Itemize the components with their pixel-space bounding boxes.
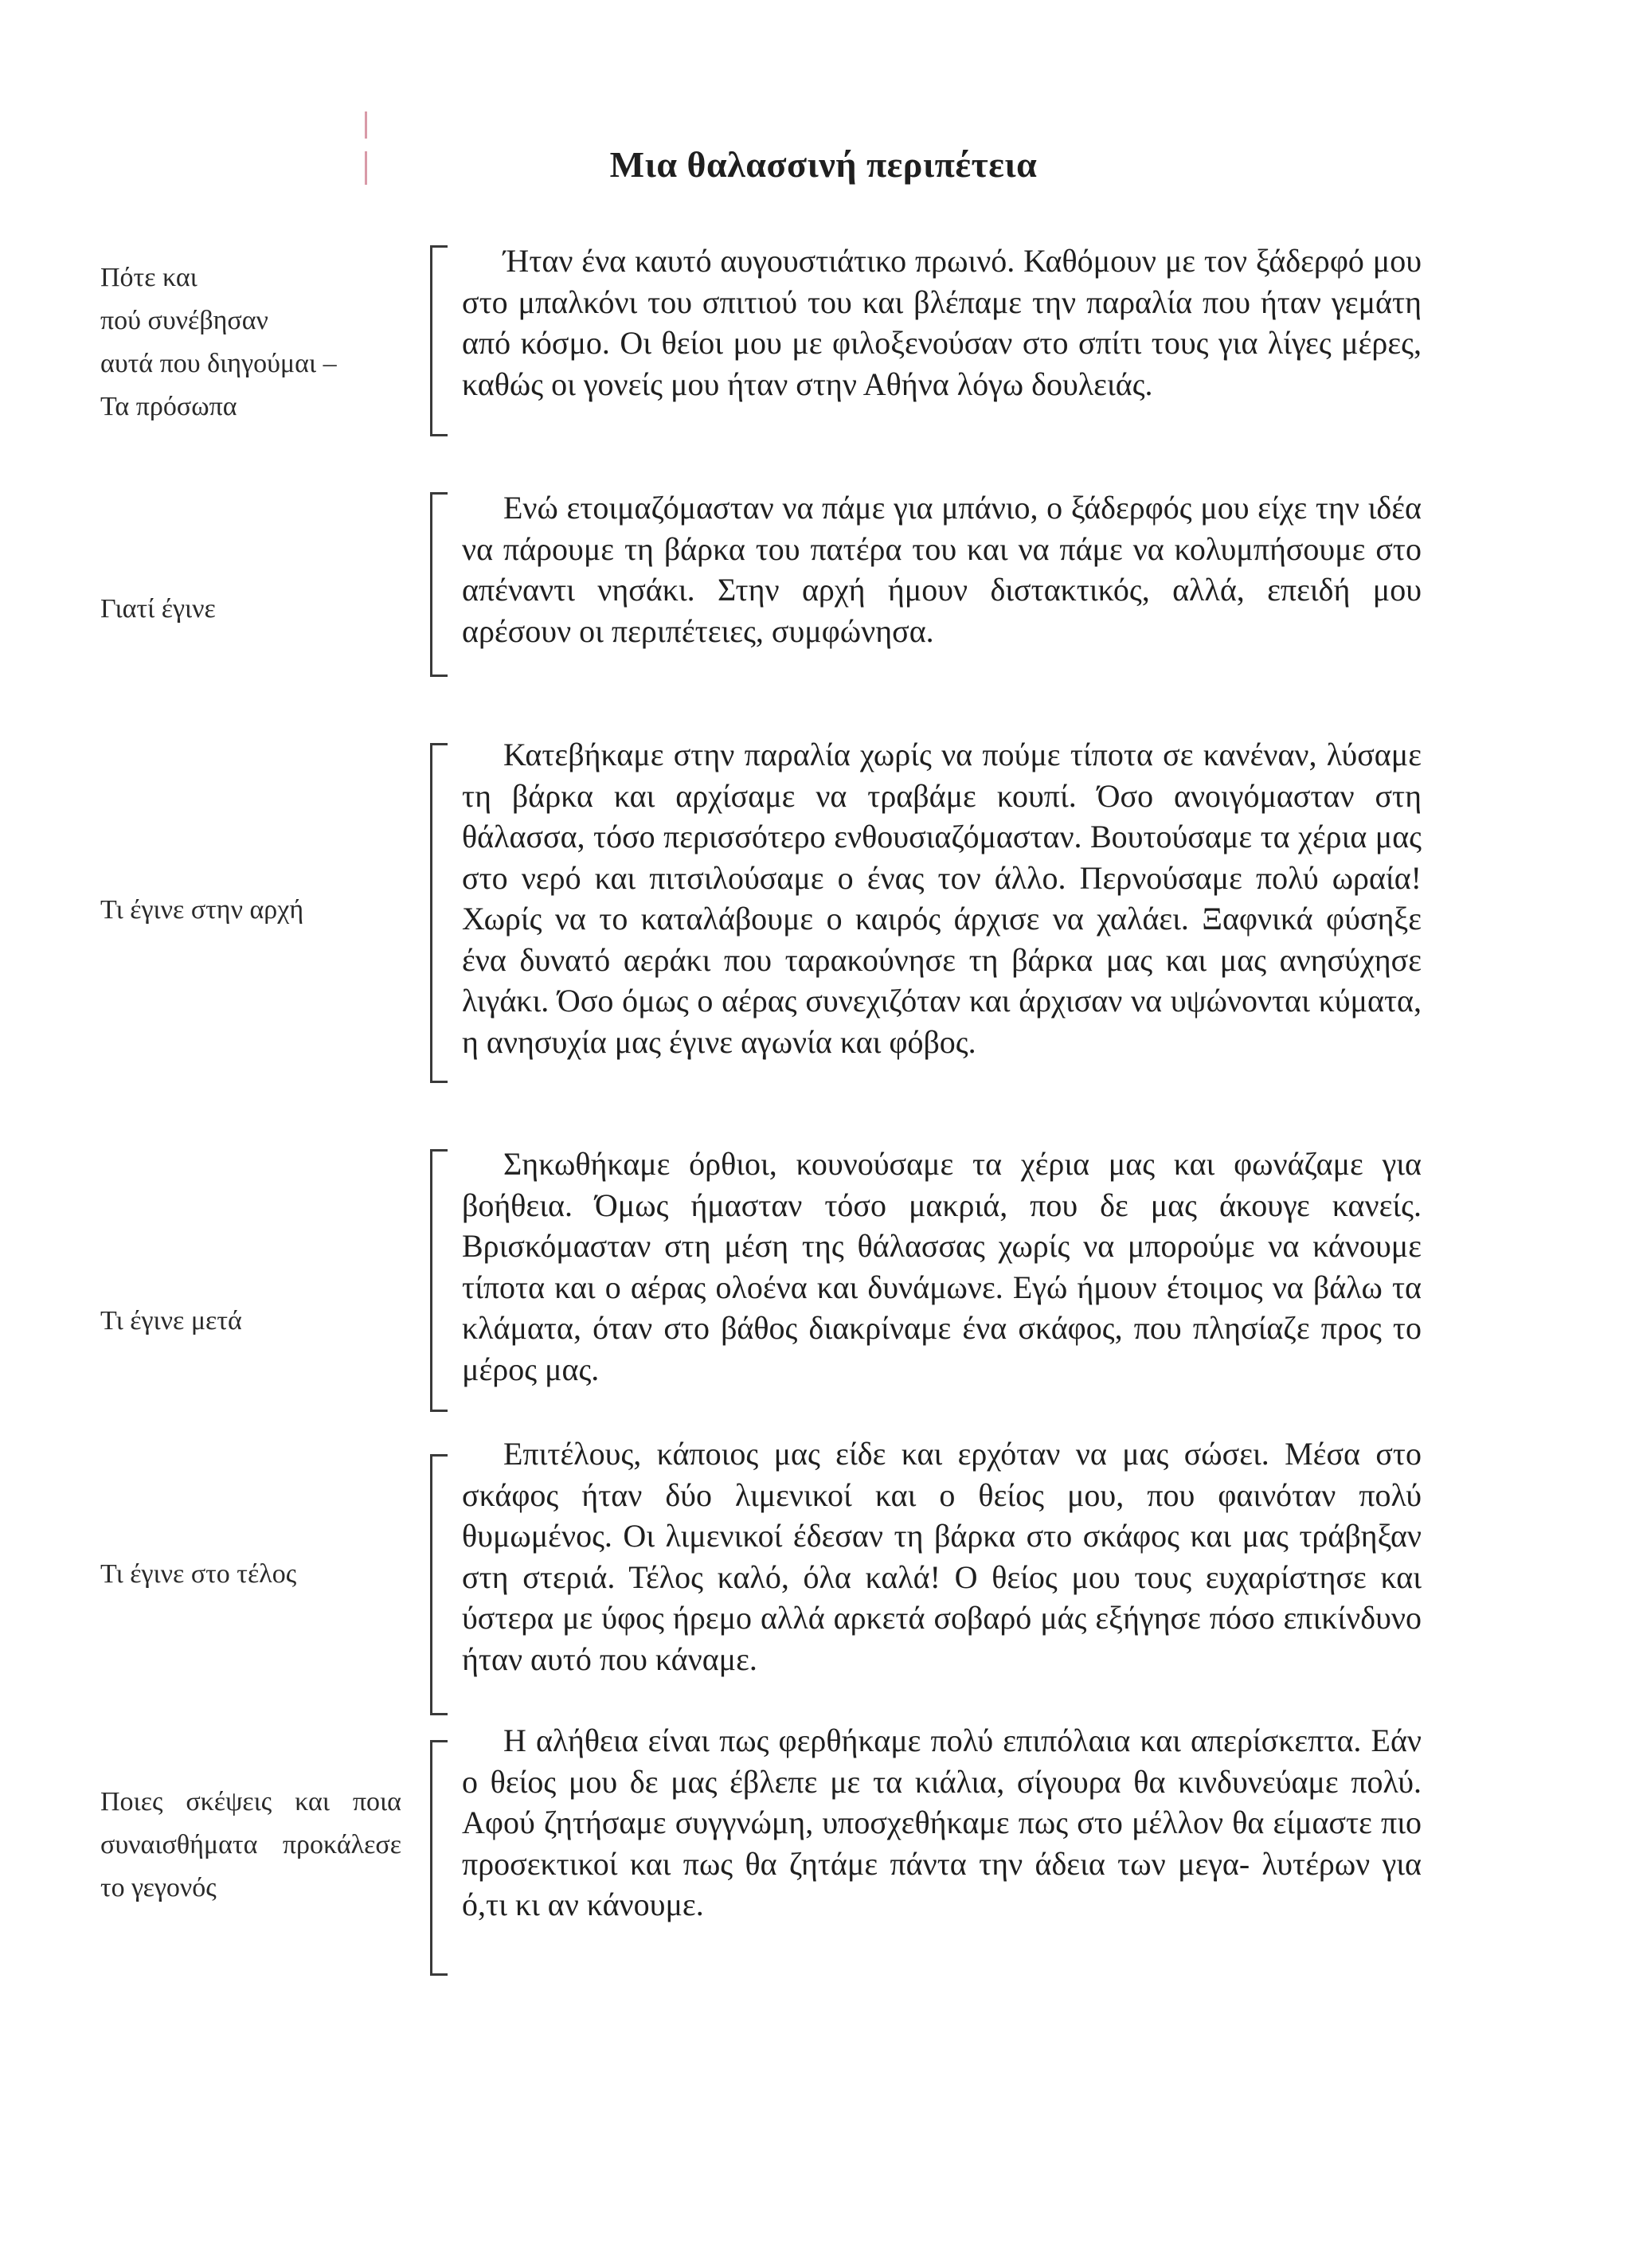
- margin-note: Γιατί έγινε: [100, 594, 216, 624]
- section-bracket: [430, 492, 448, 677]
- margin-note: Τι έγινε μετά: [100, 1306, 242, 1335]
- section-bracket: [430, 245, 448, 436]
- story-paragraph: Επιτέλους, κάποιος μας είδε και ερχόταν να μας σώσει. Μέσα στο σκάφος ήταν δύο λιμενικοί και ο θείος μου, που φαινόταν πολύ θυμωμένος. Οι λιμενικοί έδεσαν τη βάρκα στο σκάφος και μας τράβηξαν στη στεριά. Τέλος καλό, όλα καλά! Ο θείος μου τους ευχαρίστησε και ύστερα με ύφος ήρεμο αλλά αρκετά σοβαρό μάς εξήγησε πόσο επικίνδυνο ήταν αυτό που κάναμε.: [462, 1436, 1422, 1677]
- story-paragraph: Ενώ ετοιμαζόμασταν να πάμε για μπάνιο, ο ξάδερφός μου είχε την ιδέα να πάρουμε τη βάρκα του πατέρα του και να πάμε να κολυμπήσουμε στο απέναντι νησάκι. Στην αρχή ήμουν διστακτικός, αλλά, επειδή μου αρέσουν οι περιπέτειες, συμφώνησα.: [462, 490, 1422, 649]
- story-paragraph: Η αλήθεια είναι πως φερθήκαμε πολύ επιπόλαια και απερίσκεπτα. Εάν ο θείος μου δε μας έβλεπε με τα κιάλια, σίγουρα θα κινδυνεύαμε πολύ. Αφού ζητήσαμε συγγνώμη, υποσχεθήκαμε πως στο μέλλον θα είμαστε πιο προσεκτικοί και πως θα ζητάμε πάντα την άδεια των μεγα- λυτέρων για ό,τι κι αν κάνουμε.: [462, 1723, 1422, 1922]
- story-paragraph: Κατεβήκαμε στην παραλία χωρίς να πούμε τίποτα σε κανέναν, λύσαμε τη βάρκα και αρχίσαμε να τραβάμε κουπί. Όσο ανοιγόμασταν στη θάλασσα, τόσο περισσότερο ενθουσιαζόμασταν. Βουτούσαμε τα χέρια μας στο νερό και πιτσιλούσαμε ο ένας τον άλλο. Περνούσαμε πολύ ωραία! Χωρίς να το καταλάβουμε ο καιρός άρχισε να χαλάει. Ξαφνικά φύσηξε ένα δυνατό αεράκι που ταρακούνησε τη βάρκα μας και μας ανησύχησε λιγάκι. Όσο όμως ο αέρας συνεχιζόταν και άρχισαν να υψώνονται κύματα, η ανησυχία μας έγινε αγωνία και φόβος.: [462, 737, 1422, 1060]
- margin-note: Τι έγινε στο τέλος: [100, 1559, 297, 1589]
- section-bracket: [430, 1740, 448, 1976]
- section-bracket: [430, 1149, 448, 1412]
- document-title: Μια θαλασσινή περιπέτεια: [609, 144, 1038, 185]
- story-paragraph: Ήταν ένα καυτό αυγουστιάτικο πρωινό. Καθόμουν με τον ξάδερφό μου στο μπαλκόνι του σπιτιού του και βλέπαμε την παραλία που ήταν γεμάτη από κόσμο. Οι θείοι μου με φιλοξενούσαν στο σπίτι τους για λίγες μέρες, καθώς οι γονείς μου ήταν στην Αθήνα λόγω δουλειάς.: [462, 243, 1422, 402]
- margin-note: Πότε και πού συνέβησαν αυτά που διηγούμαι – Τα πρόσωπα: [100, 263, 337, 421]
- section-bracket: [430, 1454, 448, 1715]
- margin-note: Ποιες σκέψεις και ποια συναισθήματα προκάλεσε το γεγονός: [100, 1787, 401, 1902]
- story-paragraph: Σηκωθήκαμε όρθιοι, κουνούσαμε τα χέρια μας και φωνάζαμε για βοήθεια. Όμως ήμασταν τόσο μακριά, που δε μας άκουγε κανείς. Βρισκόμασταν στη μέση της θάλασσας χωρίς να μπορούμε να κάνουμε τίποτα και ο αέρας ολοένα και δυνάμωνε. Εγώ ήμουν έτοιμος να βάλω τα κλάματα, όταν στο βάθος διακρίναμε ένα σκάφος, που πλησίαζε προς το μέρος μας.: [462, 1146, 1422, 1387]
- section-bracket: [430, 743, 448, 1083]
- page-crop-mark: [365, 111, 367, 139]
- margin-note: Τι έγινε στην αρχή: [100, 895, 304, 925]
